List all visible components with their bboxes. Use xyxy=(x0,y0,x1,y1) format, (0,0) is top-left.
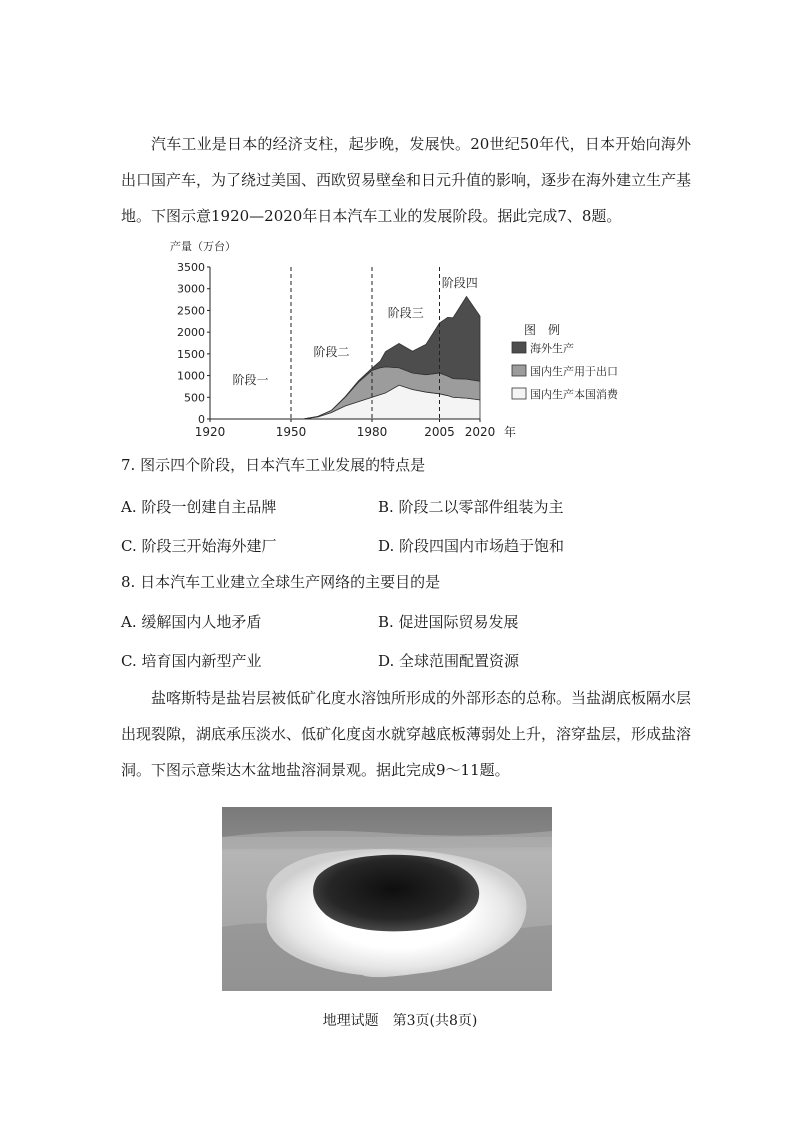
question-8-option-b: B. 促进国际贸易发展 xyxy=(378,613,519,631)
question-8-option-d: D. 全球范围配置资源 xyxy=(378,652,520,670)
salt-karst-paragraph: 盐喀斯特是盐岩层被低矿化度水溶蚀所形成的外部形态的总称。当盐湖底板隔水层出现裂隙，湖底承压淡水、低矿化度卤水就穿越底板薄弱处上升，溶穿盐层，形成盐溶洞。下图示意柴达木盆地盐溶洞景观。据此完成9～11题。 xyxy=(121,689,692,779)
question-8-option-a: A. 缓解国内人地矛盾 xyxy=(121,613,262,631)
y-tick-label: 0 xyxy=(198,413,205,426)
x-tick-label: 1920 xyxy=(194,425,226,439)
page-footer: 地理试题 第3页(共8页) xyxy=(322,1013,478,1029)
question-7-option-b: B. 阶段二以零部件组装为主 xyxy=(378,498,564,516)
stage-label: 阶段一 xyxy=(232,373,269,387)
legend-title: 图 例 xyxy=(524,323,561,337)
question-7-option-a: A. 阶段一创建自主品牌 xyxy=(121,498,277,516)
stage-label: 阶段二 xyxy=(313,345,350,359)
y-tick-label: 2000 xyxy=(177,326,205,340)
question-8-option-c: C. 培育国内新型产业 xyxy=(121,652,262,670)
y-tick-label: 2500 xyxy=(177,304,205,318)
question-7-option-c: C. 阶段三开始海外建厂 xyxy=(121,537,277,555)
intro-paragraph: 汽车工业是日本的经济支柱，起步晚，发展快。20世纪50年代，日本开始向海外出口国产车，为了绕过美国、西欧贸易壁垒和日元升值的影响，逐步在海外建立生产基地。下图示意1920—2020年日本汽车工业的发展阶段。据此完成7、8题。 xyxy=(121,135,692,225)
question-8-stem: 8. 日本汽车工业建立全球生产网络的主要目的是 xyxy=(121,573,441,591)
legend-label: 海外生产 xyxy=(530,342,574,355)
x-tick-label: 1980 xyxy=(356,425,388,439)
question-7-option-d: D. 阶段四国内市场趋于饱和 xyxy=(378,537,565,555)
y-axis-label: 产量（万台） xyxy=(170,240,236,253)
y-tick-label: 1500 xyxy=(177,347,205,361)
x-tick-label: 2005 xyxy=(424,425,455,439)
salt-cave-image xyxy=(222,807,552,991)
stage-label: 阶段三 xyxy=(387,306,424,320)
legend-swatch xyxy=(512,342,526,353)
question-7-stem: 7. 图示四个阶段，日本汽车工业发展的特点是 xyxy=(121,456,426,474)
x-tick-label: 1950 xyxy=(275,425,307,439)
y-tick-label: 3000 xyxy=(177,282,205,296)
legend-swatch xyxy=(512,365,526,376)
salt-cave-photo xyxy=(222,807,552,991)
y-tick-label: 1000 xyxy=(177,369,205,383)
auto-production-chart xyxy=(160,232,618,446)
stage-label: 阶段四 xyxy=(441,276,478,290)
legend-swatch xyxy=(512,388,526,399)
x-tick-label: 2020 xyxy=(464,425,496,439)
y-tick-label: 500 xyxy=(184,391,205,405)
x-axis-label: 年 xyxy=(504,425,517,439)
y-tick-label: 3500 xyxy=(177,261,205,274)
legend-label: 国内生产用于出口 xyxy=(530,365,618,378)
chart-svg xyxy=(160,232,618,442)
legend-label: 国内生产本国消费 xyxy=(530,388,618,401)
